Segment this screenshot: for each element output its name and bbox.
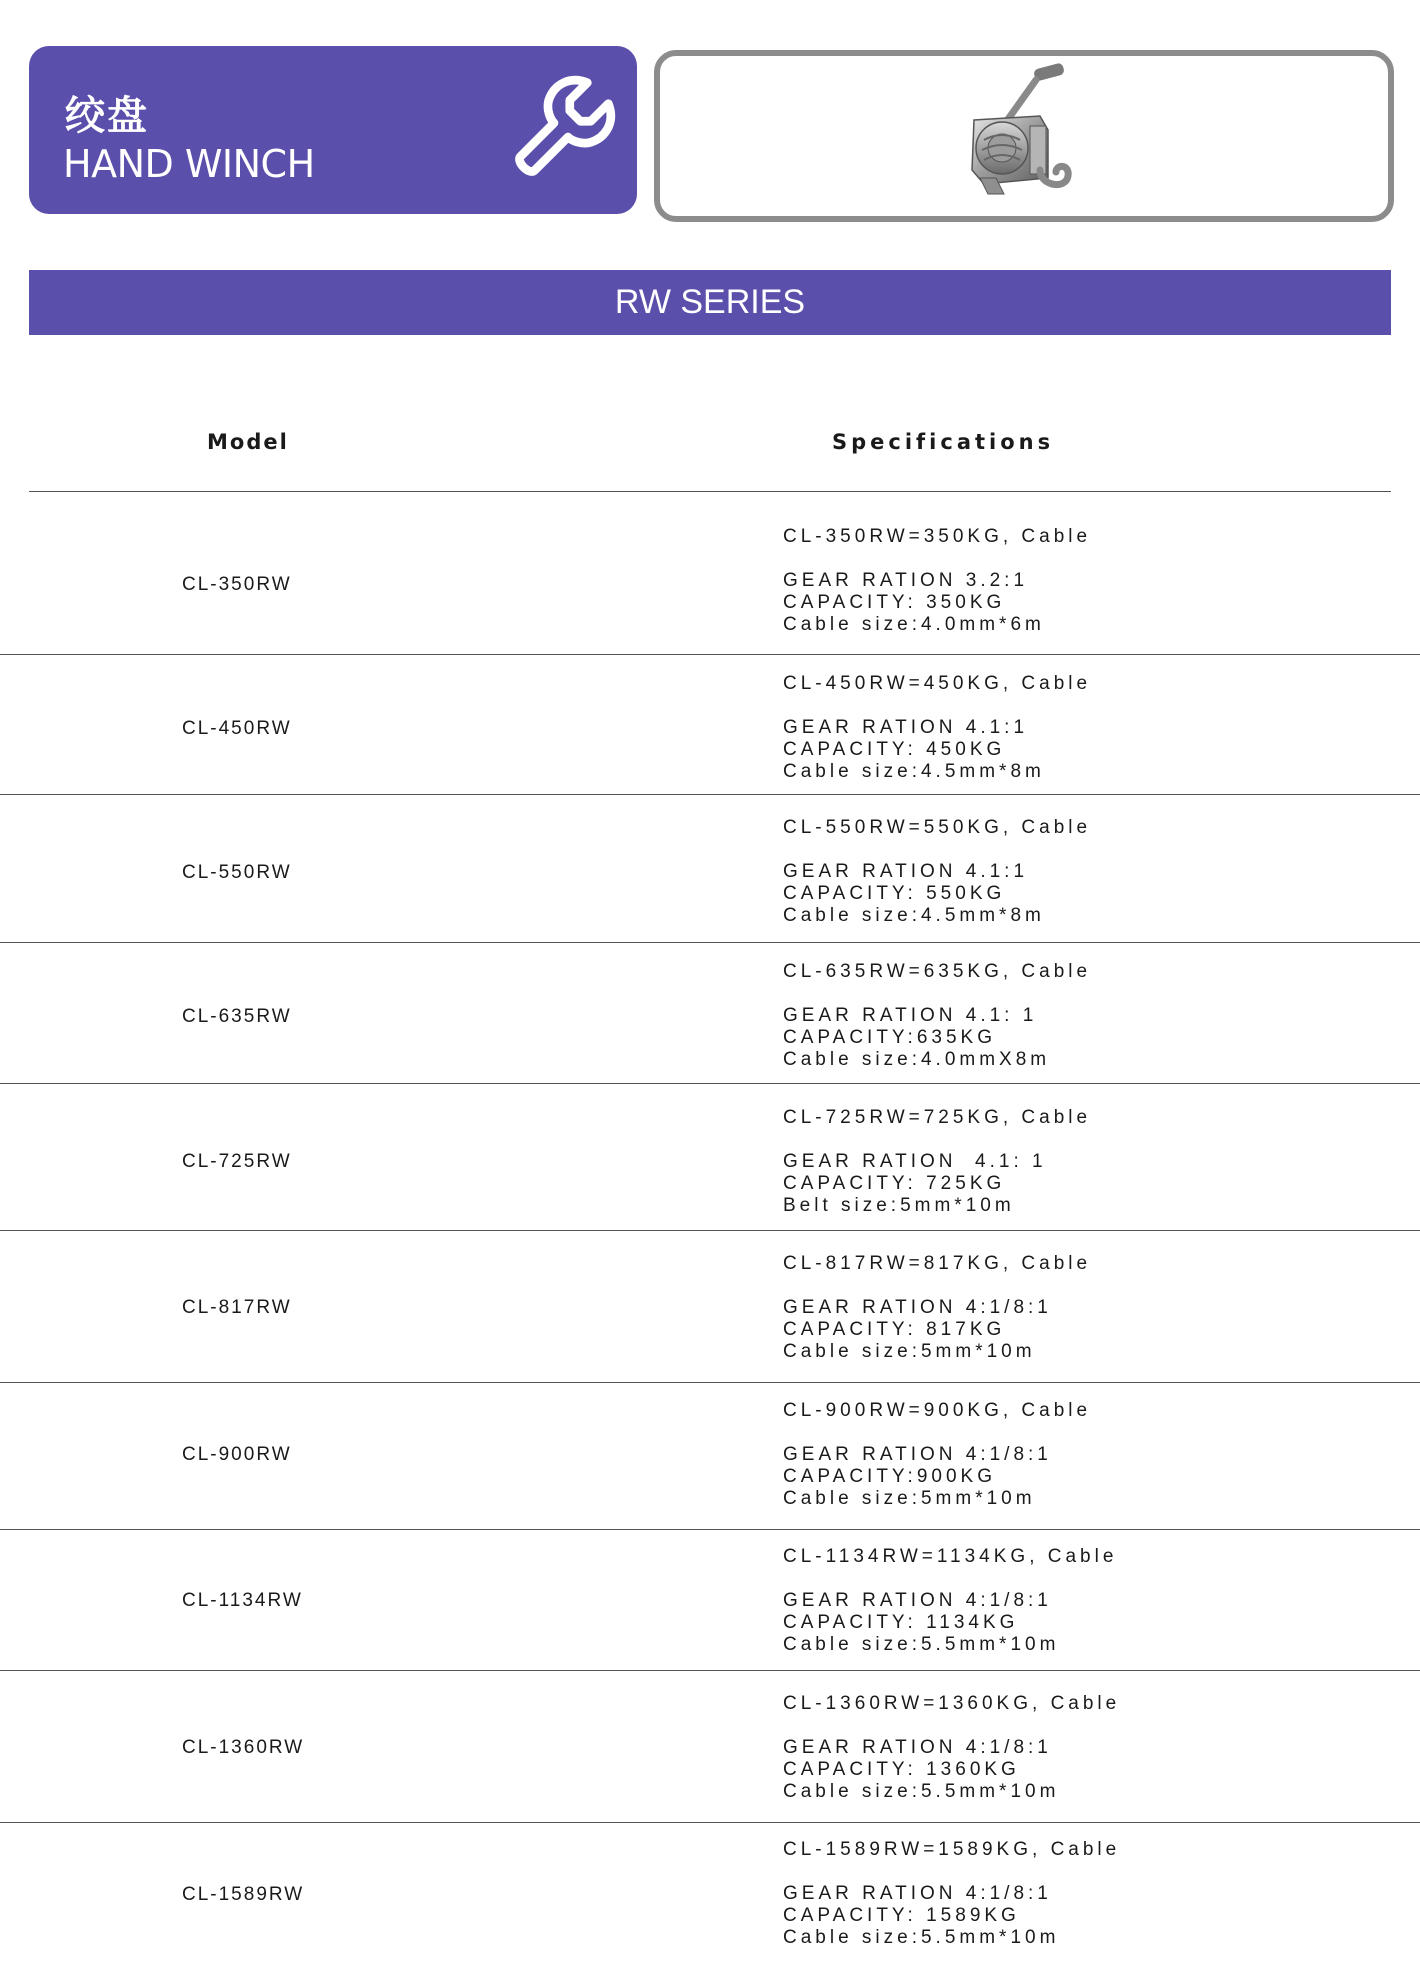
spec-cable-size: Cable size:4.0mmX8m [783,1049,1051,1070]
spec-cable-size: Cable size:5.5mm*10m [783,1927,1060,1948]
title-banner [29,46,637,214]
spec-cable-size: Cable size:4.5mm*8m [783,905,1045,926]
spec-gear-ratio: GEAR RATION 4:1/8:1 [783,1590,1052,1611]
model-cell: CL-900RW [182,1444,292,1465]
spec-gear-ratio: GEAR RATION 4.1: 1 [783,1151,1047,1172]
spec-cell [783,526,1091,636]
title-chinese: 绞盘 [65,93,149,139]
spec-gear-ratio: GEAR RATION 3.2:1 [783,570,1029,591]
spec-capacity: CAPACITY: 1589KG [783,1905,1020,1926]
spec-capacity: CAPACITY:900KG [783,1466,996,1487]
spec-cable-size: Belt size:5mm*10m [783,1195,1015,1216]
wrench-icon [499,68,623,192]
spec-cable-line: CL-550RW=550KG, Cable [783,817,1092,838]
table-row [0,1823,1420,1973]
model-cell: CL-450RW [182,718,292,739]
table-row [0,492,1420,655]
spec-capacity: CAPACITY: 550KG [783,883,1006,904]
spec-cell [783,1253,1091,1363]
table-row [0,795,1420,943]
spec-gear-ratio: GEAR RATION 4:1/8:1 [783,1737,1052,1758]
spec-cable-size: Cable size:5.5mm*10m [783,1634,1060,1655]
spec-capacity: CAPACITY: 350KG [783,592,1006,613]
spec-cable-line: CL-450RW=450KG, Cable [783,673,1092,694]
spec-cable-line: CL-1360RW=1360KG, Cable [783,1693,1121,1714]
specifications-column-header: Specifications [832,430,1055,454]
spec-cell [783,961,1091,1071]
model-cell: CL-635RW [182,1006,292,1027]
hand-winch-image [944,60,1084,210]
spec-cable-line: CL-817RW=817KG, Cable [783,1253,1092,1274]
spec-cable-size: Cable size:4.0mm*6m [783,614,1045,635]
model-cell: CL-1134RW [182,1590,303,1611]
spec-cable-line: CL-350RW=350KG, Cable [783,526,1092,547]
spec-capacity: CAPACITY:635KG [783,1027,996,1048]
table-row [0,1084,1420,1231]
spec-cell [783,673,1091,783]
spec-capacity: CAPACITY: 725KG [783,1173,1006,1194]
spec-cable-size: Cable size:5mm*10m [783,1488,1036,1509]
spec-cell [783,1107,1091,1217]
spec-table [0,492,1420,1973]
spec-gear-ratio: GEAR RATION 4:1/8:1 [783,1444,1052,1465]
table-row [0,1530,1420,1671]
spec-cable-line: CL-635RW=635KG, Cable [783,961,1092,982]
model-cell: CL-725RW [182,1151,292,1172]
spec-capacity: CAPACITY: 1360KG [783,1759,1020,1780]
spec-capacity: CAPACITY: 817KG [783,1319,1006,1340]
spec-cell [783,1400,1091,1510]
model-cell: CL-1360RW [182,1737,305,1758]
spec-cable-size: Cable size:5mm*10m [783,1341,1036,1362]
model-cell: CL-550RW [182,862,292,883]
table-row [0,943,1420,1084]
spec-cable-line: CL-1134RW=1134KG, Cable [783,1546,1118,1567]
spec-gear-ratio: GEAR RATION 4.1:1 [783,861,1029,882]
spec-cable-line: CL-900RW=900KG, Cable [783,1400,1092,1421]
spec-cell [783,817,1091,927]
table-row [0,655,1420,795]
spec-capacity: CAPACITY: 1134KG [783,1612,1019,1633]
spec-cable-size: Cable size:4.5mm*8m [783,761,1045,782]
spec-gear-ratio: GEAR RATION 4.1: 1 [783,1005,1038,1026]
model-cell: CL-1589RW [182,1884,305,1905]
model-cell: CL-350RW [182,574,292,595]
product-image-frame [654,50,1394,222]
spec-cable-line: CL-725RW=725KG, Cable [783,1107,1092,1128]
spec-cell [783,1693,1120,1803]
model-cell: CL-817RW [182,1297,292,1318]
table-row [0,1231,1420,1383]
series-title-bar: RW SERIES [29,270,1391,335]
spec-cable-line: CL-1589RW=1589KG, Cable [783,1839,1121,1860]
spec-cable-size: Cable size:5.5mm*10m [783,1781,1060,1802]
spec-gear-ratio: GEAR RATION 4.1:1 [783,717,1029,738]
title-english: HAND WINCH [63,142,315,186]
table-row [0,1383,1420,1530]
spec-gear-ratio: GEAR RATION 4:1/8:1 [783,1297,1052,1318]
spec-cell [783,1839,1120,1949]
spec-cell [783,1546,1117,1656]
table-row [0,1671,1420,1823]
spec-capacity: CAPACITY: 450KG [783,739,1006,760]
model-column-header: Model [207,430,289,454]
spec-gear-ratio: GEAR RATION 4:1/8:1 [783,1883,1052,1904]
